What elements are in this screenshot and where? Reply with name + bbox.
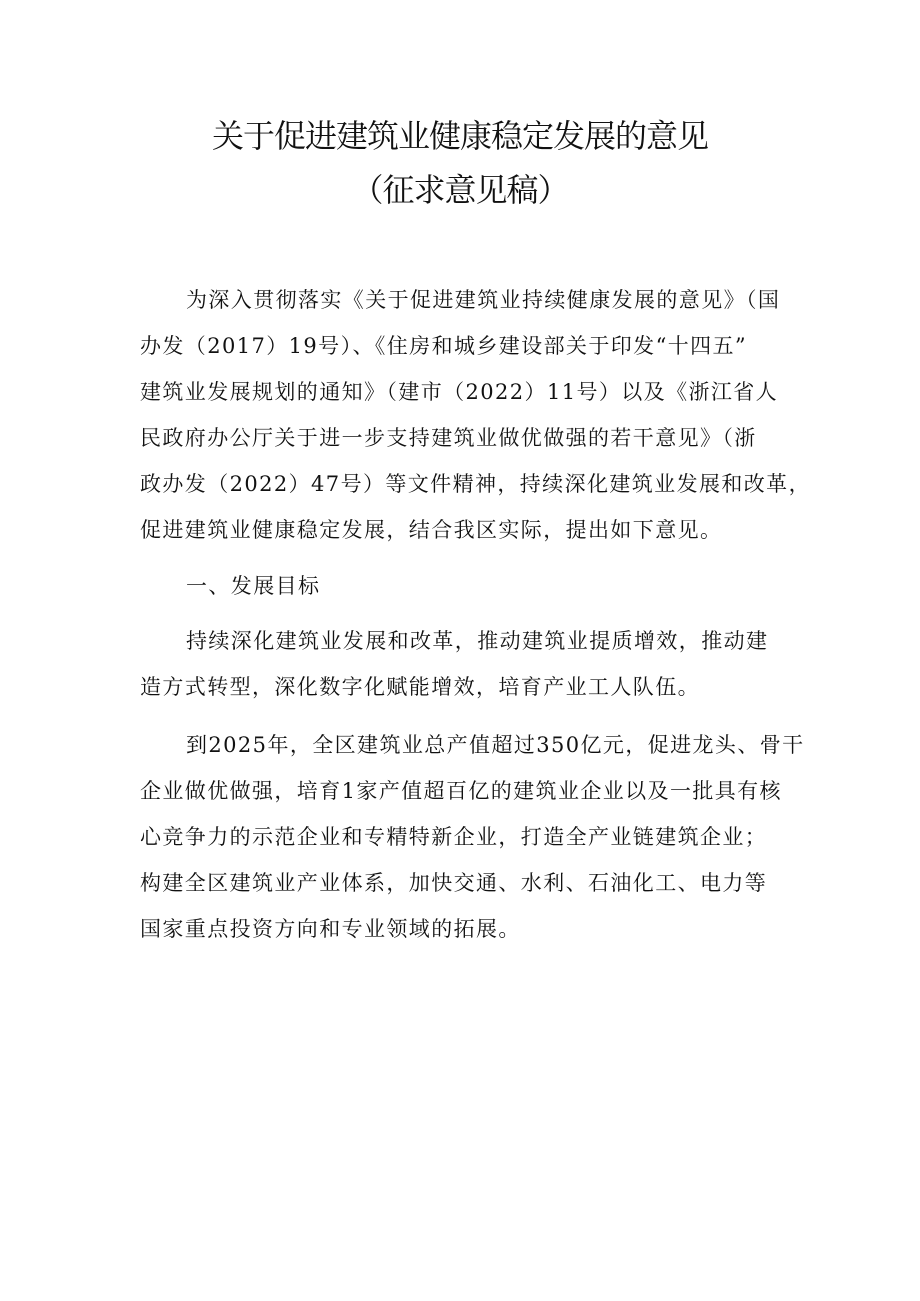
document-title: 关于促进建筑业健康稳定发展的意见: [211, 117, 708, 155]
text-line: 构建全区建筑业产业体系，加快交通、水利、石油化工、电力等: [140, 871, 768, 895]
text-line: 企业做优做强，培育1家产值超百亿的建筑业企业以及一批具有核: [140, 779, 782, 803]
text-line: 到2025年，全区建筑业总产值超过350亿元，促进龙头、骨干: [186, 733, 805, 757]
text-line: 建筑业发展规划的通知》（建市（2022）11号）以及《浙江省人: [140, 380, 779, 404]
text-line: 民政府办公厅关于进一步支持建筑业做优做强的若干意见》（浙: [140, 426, 757, 450]
text-line: 政办发（2022）47号）等文件精神，持续深化建筑业发展和改革，: [140, 472, 811, 496]
text-line: 促进建筑业健康稳定发展，结合我区实际，提出如下意见。: [140, 518, 723, 542]
text-line: 国家重点投资方向和专业领域的拓展。: [140, 917, 521, 941]
text-line: 办发（2017）19号）、《住房和城乡建设部关于印发“十四五”: [140, 334, 748, 358]
text-line: 造方式转型，深化数字化赋能增效，培育产业工人队伍。: [140, 675, 700, 699]
text-line: 心竞争力的示范企业和专精特新企业，打造全产业链建筑企业；: [140, 825, 768, 849]
heading-line: 一、发展目标: [186, 574, 321, 598]
text-line: 持续深化建筑业发展和改革，推动建筑业提质增效，推动建: [186, 629, 769, 653]
document-subtitle: （征求意见稿）: [351, 171, 569, 209]
text-line: 为深入贯彻落实《关于促进建筑业持续健康发展的意见》（国: [186, 288, 781, 312]
